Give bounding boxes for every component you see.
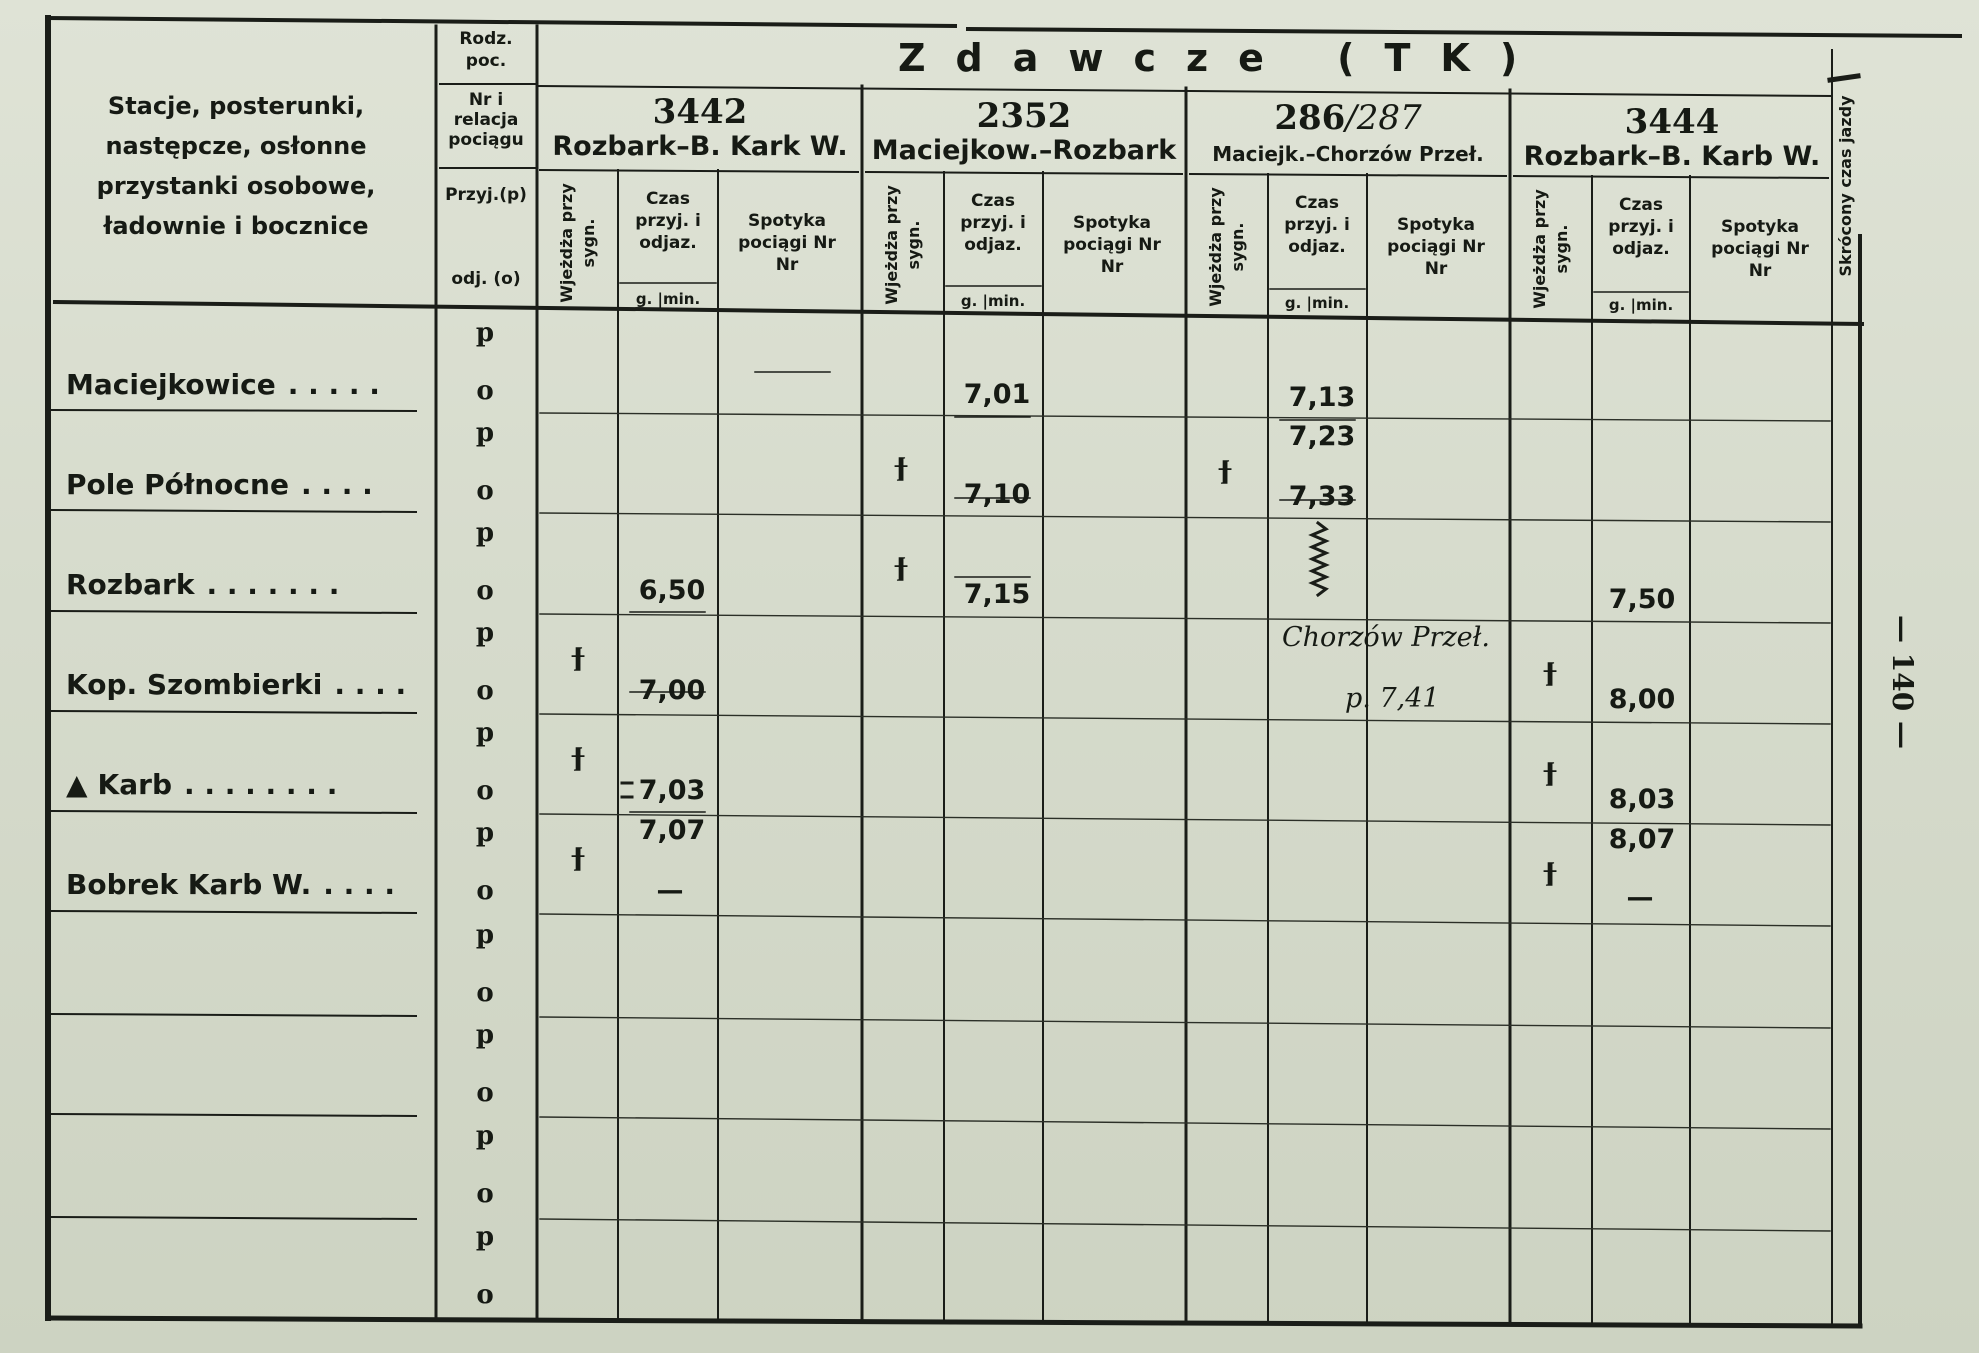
time-3442-szombierki: 7,00 bbox=[638, 675, 706, 706]
time-3442-rozbark: 6,50 bbox=[638, 575, 706, 606]
row-0-p: p bbox=[475, 318, 495, 348]
sub-spotyka: Spotyka pociągi Nr Nr bbox=[1063, 213, 1161, 277]
signal-icon: ϯ bbox=[570, 640, 586, 680]
row-2-o: o bbox=[476, 576, 494, 606]
station-5 bbox=[66, 868, 395, 901]
row-4-o: o bbox=[476, 776, 494, 806]
row-8-p: p bbox=[475, 1121, 495, 1151]
time-2352-rozbark: 7,15 bbox=[963, 579, 1031, 610]
dot-leader: . . . . . . . . bbox=[184, 768, 338, 801]
row-3-o: o bbox=[476, 676, 494, 706]
time-3442-bobrek-arr: 7,07 bbox=[638, 815, 706, 846]
row-9-o: o bbox=[476, 1280, 494, 1310]
dot-leader: . . . . bbox=[323, 868, 396, 901]
time-3444-bobrek-arr: 8,07 bbox=[1608, 824, 1676, 855]
train-0-number bbox=[653, 92, 748, 132]
chorzow-przel-arrival: p. 7,41 bbox=[1345, 683, 1440, 714]
row-7-o: o bbox=[476, 1078, 494, 1108]
station-name: Pole Północne bbox=[66, 468, 289, 501]
train-0-relation: Rozbark–B. Kark W. bbox=[552, 131, 848, 162]
sub-spotyka: Spotyka pociągi Nr Nr bbox=[738, 211, 836, 275]
group-title: Zdawcze (TK) bbox=[898, 36, 1548, 80]
time-2352-pole: 7,10 bbox=[963, 479, 1031, 510]
time-2352-maciejkowice: 7,01 bbox=[963, 379, 1031, 410]
station-1 bbox=[66, 468, 373, 501]
station-name: Maciejkowice bbox=[66, 368, 276, 401]
row-8-o: o bbox=[476, 1179, 494, 1209]
train-3-number bbox=[1625, 102, 1720, 142]
station-2 bbox=[66, 568, 339, 601]
row-5-o: o bbox=[476, 876, 494, 906]
skrocony-czas-header: Skrócony czas jazdy bbox=[1836, 95, 1855, 277]
row-7-p: p bbox=[475, 1020, 495, 1050]
row-4-p: p bbox=[475, 718, 495, 748]
nr-relacja-header: Nr i relacja pociągu bbox=[448, 90, 524, 150]
sub-wjezdza: Wjeżdża przy sygn. bbox=[1206, 187, 1247, 307]
train-number-main: 2352 bbox=[976, 96, 1072, 136]
sub-czas: Czas przyj. i odjaz. bbox=[1608, 195, 1674, 259]
sub-czas: Czas przyj. i odjaz. bbox=[635, 189, 701, 253]
triangle-icon: ▲ bbox=[66, 768, 88, 801]
row-6-o: o bbox=[476, 978, 494, 1008]
station-0 bbox=[66, 368, 380, 401]
przyj-label: Przyj.(p) bbox=[445, 185, 527, 205]
train-2-relation: Maciejk.–Chorzów Przeł. bbox=[1212, 142, 1484, 166]
row-3-p: p bbox=[475, 618, 495, 648]
chorzow-przel-note: Chorzów Przeł. bbox=[1282, 622, 1490, 653]
sub-wjezdza: Wjeżdża przy sygn. bbox=[557, 183, 598, 303]
sub-gmin: g. |min. bbox=[1608, 296, 1674, 314]
dot-leader: . . . . bbox=[334, 668, 407, 701]
sub-spotyka: Spotyka pociągi Nr Nr bbox=[1711, 217, 1809, 281]
sub-czas: Czas przyj. i odjaz. bbox=[960, 191, 1026, 255]
station-name: Karb bbox=[97, 768, 172, 801]
train-number-alt: /287 bbox=[1345, 98, 1422, 138]
dot-leader: . . . . . . . bbox=[206, 568, 340, 601]
train-number-main: 3444 bbox=[1624, 102, 1720, 142]
dot-leader: . . . . bbox=[300, 468, 373, 501]
row-1-p: p bbox=[475, 418, 495, 448]
signal-icon: ϯ bbox=[893, 450, 909, 490]
station-3 bbox=[66, 668, 406, 701]
signal-icon: ϯ bbox=[1542, 855, 1558, 895]
sub-gmin: g. |min. bbox=[635, 290, 701, 308]
station-name: Rozbark bbox=[66, 568, 195, 601]
sub-czas: Czas przyj. i odjaz. bbox=[1284, 193, 1350, 257]
time-286-maciejkowice: 7,13 bbox=[1288, 382, 1356, 413]
row-2-p: p bbox=[475, 518, 495, 548]
stations-column-header: Stacje, posterunki, następcze, osłonne przystanki osobowe, ładownie i bocznice bbox=[96, 92, 376, 240]
signal-icon: ϯ bbox=[570, 740, 586, 780]
dot-leader: . . . . . bbox=[287, 368, 380, 401]
train-1-relation: Maciejkow.–Rozbark bbox=[871, 135, 1177, 166]
signal-icon: ϯ bbox=[1542, 655, 1558, 695]
sub-wjezdza: Wjeżdża przy sygn. bbox=[1530, 189, 1571, 309]
signal-icon: ϯ bbox=[1542, 755, 1558, 795]
row-6-p: p bbox=[475, 920, 495, 950]
time-3444-bobrek-dep: — bbox=[1626, 882, 1654, 913]
odj-label: odj. (o) bbox=[451, 269, 521, 289]
time-3442-bobrek-dep: — bbox=[656, 875, 684, 906]
row-0-o: o bbox=[476, 376, 494, 406]
signal-icon: ϯ bbox=[570, 840, 586, 880]
station-name: Bobrek Karb W. bbox=[66, 868, 312, 901]
row-5-p: p bbox=[475, 818, 495, 848]
page-number: — 140 — bbox=[1886, 615, 1919, 749]
time-3442-karb: 7,03 bbox=[638, 775, 706, 806]
train-1-number bbox=[977, 96, 1072, 136]
sub-gmin: g. |min. bbox=[960, 292, 1026, 310]
time-3444-szombierki: 8,00 bbox=[1608, 684, 1676, 715]
train-2-number bbox=[1274, 98, 1421, 138]
time-3444-karb: 8,03 bbox=[1608, 784, 1676, 815]
signal-icon: ϯ bbox=[1217, 453, 1233, 493]
row-1-o: o bbox=[476, 476, 494, 506]
time-286-pole-arr: 7,23 bbox=[1288, 421, 1356, 452]
train-number-main: 3442 bbox=[652, 92, 748, 132]
sub-wjezdza: Wjeżdża przy sygn. bbox=[882, 185, 923, 305]
sub-spotyka: Spotyka pociągi Nr Nr bbox=[1387, 215, 1485, 279]
train-number-main: 286 bbox=[1274, 98, 1346, 138]
station-name: Kop. Szombierki bbox=[66, 668, 323, 701]
rodz-poc-header: Rodz. poc. bbox=[459, 29, 513, 71]
sub-gmin: g. |min. bbox=[1284, 294, 1350, 312]
time-3444-rozbark: 7,50 bbox=[1608, 584, 1676, 615]
time-286-pole-dep: 7,33 bbox=[1288, 481, 1356, 512]
train-3-relation: Rozbark–B. Karb W. bbox=[1523, 141, 1821, 172]
signal-icon: ϯ bbox=[893, 550, 909, 590]
row-9-p: p bbox=[475, 1222, 495, 1252]
station-4 bbox=[66, 768, 337, 801]
